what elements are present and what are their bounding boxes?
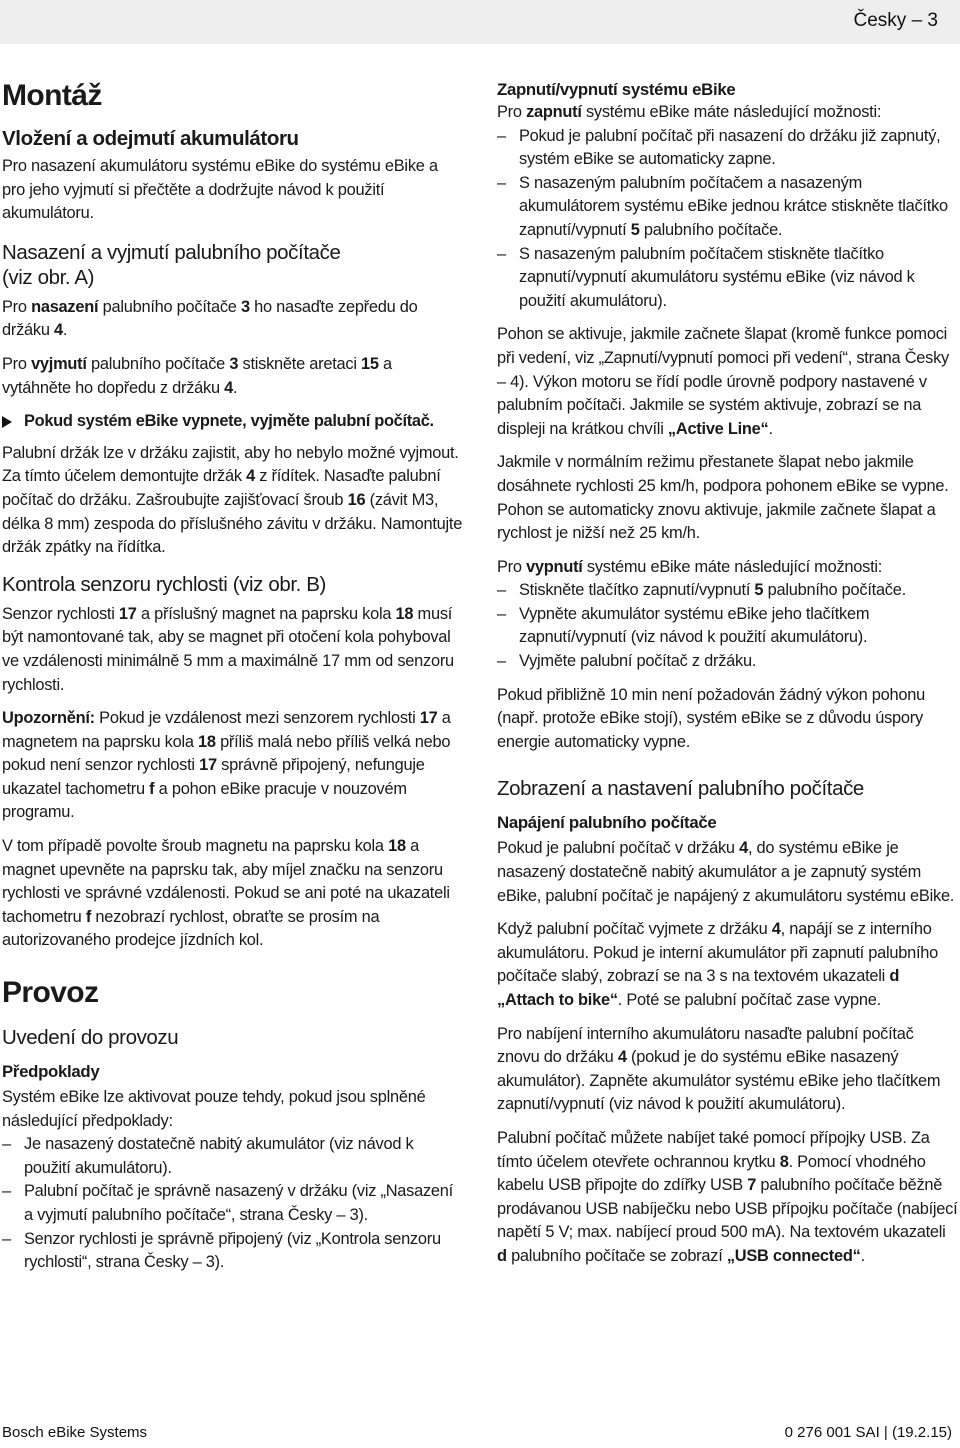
- triangle-right-icon: [2, 416, 12, 428]
- heading-kontrola: Kontrola senzoru rychlosti (viz obr. B): [2, 572, 326, 596]
- text-predpoklady: Systém eBike lze aktivovat pouze tehdy, pokud jsou splněné následující předpoklady:: [2, 1088, 426, 1130]
- text-senzor: Senzor rychlosti 17 a příslušný magnet na paprsku kola 18 musí být namontované tak, aby se magnet při otočení kola pohyboval ve vzdálenosti minimálně 5 mm a maximálně 17 mm od senzoru rychlosti.: [2, 604, 454, 694]
- list-item: – Stiskněte tlačítko zapnutí/vypnutí 5 palubního počítače.: [497, 581, 906, 600]
- text-napajeni-3: Pro nabíjení interního akumulátoru nasaďte palubní počítač znovu do držáku 4 (pokud je do systému eBike nasazený akumulátor). Zapněte akumulátor systému eBike jeho tlačítkem zapnutí/vypnutí (viz návod k použití akumulátoru).: [497, 1024, 941, 1114]
- list-item: – Je nasazený dostatečně nabitý akumulátor (viz návod k použití akumulátoru).: [2, 1135, 414, 1177]
- predpoklady-list: [2, 1133, 464, 1275]
- text-pokud-10min: Pokud přibližně 10 min není požadován žádný výkon pohonu (např. protože eBike stojí), systém eBike se z důvodu úspory energie automaticky vypne.: [497, 685, 925, 751]
- warning-note: Pokud systém eBike vypnete, vyjměte palubní počítač.: [2, 410, 464, 434]
- text-jakmile: Jakmile v normálním režimu přestanete šlapat nebo jakmile dosáhnete rychlosti 25 km/h, podpora pohonem eBike se vypne. Pohon se automaticky znovu aktivuje, jakmile začnete šlapat a rychlost je nižší než 25 km/h.: [497, 453, 949, 543]
- text-vyjmuti: Pro vyjmutí palubního počítače 3 stiskněte aretaci 15 a vytáhněte ho dopředu z držáku 4.: [2, 354, 392, 397]
- text-vlozeni: Pro nasazení akumulátoru systému eBike do systému eBike a pro jeho vyjmutí si přečtěte a dodržujte návod k použití akumulátoru.: [2, 157, 438, 223]
- list-item: – Pokud je palubní počítač při nasazení do držáku již zapnutý, systém eBike se automaticky zapne.: [497, 126, 941, 169]
- list-item: – S nasazeným palubním počítačem stiskněte tlačítko zapnutí/vypnutí akumulátoru systému eBike (viz návod k použití akumulátoru).: [497, 244, 915, 310]
- text-usb: Palubní počítač můžete nabíjet také pomocí přípojky USB. Za tímto účelem otevřete ochrannou krytku 8. Pomocí vhodného kabelu USB připojte do zdířky USB 7 palubního počítače běžně prodávanou USB nabíječku nebo USB přípojku počítače (nabíjecí napětí 5 V; max. nabíjecí proud 500 mA). Na textovém ukazateli d palubního počítače se zobrazí „USB connected“.: [497, 1128, 958, 1265]
- page-number-title: Česky – 3: [853, 10, 938, 31]
- list-item: – S nasazeným palubním počítačem a nasazeným akumulátorem systému eBike jednou krátce stiskněte tlačítko zapnutí/vypnutí 5 palubního počítače.: [497, 173, 948, 239]
- list-item: – Vypněte akumulátor systému eBike jeho tlačítkem zapnutí/vypnutí (viz návod k použití akumulátoru).: [497, 604, 870, 647]
- vypnuti-list: [497, 579, 959, 673]
- heading-napajeni: Napájení palubního počítače: [497, 813, 717, 833]
- heading-zapnuti: Zapnutí/vypnutí systému eBike: [497, 80, 736, 99]
- heading-vlozeni: Vložení a odejmutí akumulátoru: [2, 127, 299, 150]
- text-vtom: V tom případě povolte šroub magnetu na paprsku kola 18 a magnet upevněte na paprsku tak, aby míjel značku na senzoru rychlosti ve správné vzdálenosti. Pokud se ani poté na ukazateli tachometru f nezobrazí rychlost, obraťte se prosím na autorizovaného prodejce jízdních kol.: [2, 837, 450, 950]
- zapnuti-list: [497, 125, 959, 314]
- section-title-montaz: Montáž: [2, 79, 102, 112]
- page-header: [0, 0, 960, 44]
- text-vypnuti-intro: Pro vypnutí systému eBike máte následující možnosti:: [497, 557, 883, 576]
- footer-doc-id: 0 276 001 SAI | (19.2.15): [784, 1424, 952, 1441]
- list-item: – Senzor rychlosti je správně připojený (viz „Kontrola senzoru rychlosti“, strana Česky – 3).: [2, 1229, 441, 1272]
- text-napajeni-1: Pokud je palubní počítač v držáku 4, do systému eBike je nasazený dostatečně nabitý akumulátor a je zapnutý systém eBike, palubní počítač je napájený z akumulátoru systému eBike.: [497, 839, 955, 905]
- heading-predpoklady: Předpoklady: [2, 1062, 100, 1082]
- left-column: [2, 78, 464, 1285]
- text-zapnuti-intro: Pro zapnutí systému eBike máte následující možnosti:: [497, 103, 882, 121]
- text-upozorneni: Upozornění: Pokud je vzdálenost mezi senzorem rychlosti 17 a magnetem na paprsku kola 18 příliš malá nebo příliš velká nebo pokud není senzor rychlosti 17 správně připojený, nefunguje ukazatel tachometru f a pohon eBike pracuje v nouzovém programu.: [2, 709, 451, 822]
- heading-nasazeni-ref: (viz obr. A): [2, 265, 95, 289]
- text-nasazeni: Pro nasazení palubního počítače 3 ho nasaďte zepředu do držáku 4.: [2, 297, 418, 340]
- text-drzak: Palubní držák lze v držáku zajistit, aby ho nebylo možné vyjmout. Za tímto účelem demontujte držák 4 z řídítek. Nasaďte palubní počítač do držáku. Zašroubujte zajišťovací šroub 16 (závit M3, délka 8 mm) zespoda do příslušného závitu v držáku. Namontujte držák zpátky na řídítka.: [2, 443, 463, 557]
- list-item: – Palubní počítač je správně nasazený v držáku (viz „Nasazení a vyjmutí palubního počítače“, strana Česky – 3).: [2, 1182, 453, 1224]
- heading-zobrazeni: Zobrazení a nastavení palubního počítače: [497, 777, 864, 801]
- text-napajeni-2: Když palubní počítač vyjmete z držáku 4, napájí se z interního akumulátoru. Pokud je interní akumulátor při zapnutí palubního počítače slabý, zobrazí se na 3 s na textovém ukazateli d „Attach to bike“. Poté se palubní počítač zase vypne.: [497, 920, 938, 1009]
- list-item: – Vyjměte palubní počítač z držáku.: [497, 652, 757, 671]
- section-title-provoz: Provoz: [2, 976, 99, 1010]
- heading-uvedeni: Uvedení do provozu: [2, 1026, 179, 1050]
- footer-publisher: Bosch eBike Systems: [2, 1424, 148, 1441]
- right-column: [497, 78, 959, 1279]
- text-pohon: Pohon se aktivuje, jakmile začnete šlapat (kromě funkce pomoci při vedení, viz „Zapnutí/vypnutí pomoci při vedení“, strana Česky – 4). Výkon motoru se řídí podle úrovně podpory nastavené v palubním počítači. Jakmile se systém aktivuje, zobrazí se na displeji na krátkou chvíli „Active Line“.: [497, 325, 950, 438]
- heading-nasazeni: Nasazení a vyjmutí palubního počítače: [2, 240, 341, 264]
